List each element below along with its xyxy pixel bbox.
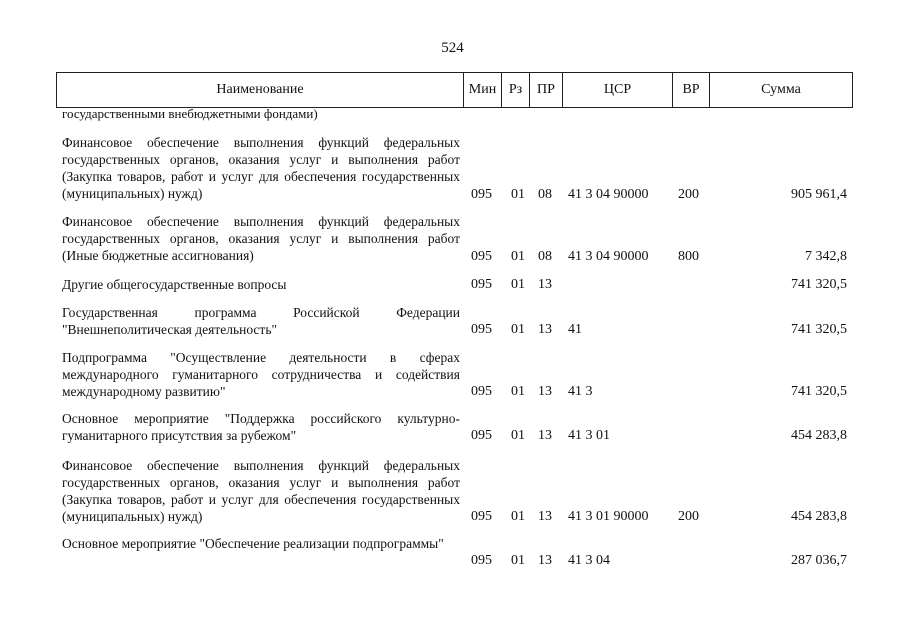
table-row: [62, 457, 847, 525]
header-rz: Рз: [502, 73, 530, 107]
row-pr: 08: [538, 249, 552, 264]
row-rz: 01: [511, 509, 525, 524]
row-min: 095: [471, 249, 492, 264]
row-name: Финансовое обеспечение выполнения функций федеральных государственных органов, оказания услуг и выполнения работ (Закупка товаров, работ и услуг для обеспечения государственных (муниципальных) нужд): [62, 135, 460, 201]
table-row: [62, 304, 847, 338]
row-min: 095: [471, 553, 492, 568]
row-name: Основное мероприятие "Обеспечение реализации подпрограммы": [62, 536, 444, 551]
row-pr: 08: [538, 187, 552, 202]
row-pr: 13: [538, 509, 552, 524]
row-rz: 01: [511, 277, 525, 292]
row-rz: 01: [511, 249, 525, 264]
row-sum: 741 320,5: [791, 322, 847, 337]
table-row: [62, 410, 847, 444]
row-name: Финансовое обеспечение выполнения функций федеральных государственных органов, оказания услуг и выполнения работ (Иные бюджетные ассигнования): [62, 214, 460, 263]
table-row: [62, 535, 847, 569]
row-rz: 01: [511, 187, 525, 202]
row-vr: 800: [678, 249, 699, 264]
row-sum: 741 320,5: [791, 277, 847, 292]
table-row: [62, 276, 847, 293]
header-name: Наименование: [57, 73, 464, 107]
header-sum: Сумма: [761, 82, 801, 97]
row-rz: 01: [511, 322, 525, 337]
row-name: Другие общегосударственные вопросы: [62, 277, 287, 292]
row-name: Подпрограмма "Осуществление деятельности в сферах международного гуманитарного сотрудничества и содействия международному развитию": [62, 350, 460, 399]
row-rz: 01: [511, 384, 525, 399]
row-min: 095: [471, 384, 492, 399]
row-csr: 41 3 04 90000: [568, 187, 649, 202]
row-sum: 287 036,7: [791, 553, 847, 568]
header-min: Мин: [464, 73, 502, 107]
row-csr: 41 3 04 90000: [568, 249, 649, 264]
row-sum: 7 342,8: [805, 249, 847, 264]
row-sum: 905 961,4: [791, 187, 847, 202]
row-rz: 01: [511, 428, 525, 443]
table-row: [62, 134, 847, 203]
continuation-text: государственными внебюджетными фондами): [62, 106, 318, 121]
row-pr: 13: [538, 322, 552, 337]
row-vr: 200: [678, 509, 699, 524]
header-csr: ЦСР: [563, 73, 673, 107]
table-row: [62, 349, 847, 400]
row-min: 095: [471, 509, 492, 524]
row-pr: 13: [538, 553, 552, 568]
header-vr: ВР: [673, 73, 710, 107]
page-number: 524: [441, 40, 464, 56]
row-rz: 01: [511, 553, 525, 568]
row-sum: 454 283,8: [791, 509, 847, 524]
row-min: 095: [471, 277, 492, 292]
row-pr: 13: [538, 428, 552, 443]
row-csr: 41 3: [568, 384, 593, 399]
header-pr: ПР: [530, 73, 563, 107]
row-min: 095: [471, 322, 492, 337]
row-csr: 41 3 04: [568, 553, 610, 568]
row-csr: 41 3 01: [568, 428, 610, 443]
row-name: Основное мероприятие "Поддержка российского культурно-гуманитарного присутствия за рубежом": [62, 411, 460, 443]
row-min: 095: [471, 428, 492, 443]
row-sum: 454 283,8: [791, 428, 847, 443]
row-csr: 41 3 01 90000: [568, 509, 649, 524]
row-sum: 741 320,5: [791, 384, 847, 399]
row-pr: 13: [538, 384, 552, 399]
row-pr: 13: [538, 277, 552, 292]
row-min: 095: [471, 187, 492, 202]
table-row: [62, 213, 847, 265]
row-name: Государственная программа Российской Федерации "Внешнеполитическая деятельность": [62, 305, 460, 337]
table-header: [56, 72, 853, 108]
row-name: Финансовое обеспечение выполнения функций федеральных государственных органов, оказания услуг и выполнения работ (Закупка товаров, работ и услуг для обеспечения государственных (муниципальных) нужд): [62, 458, 460, 524]
row-vr: 200: [678, 187, 699, 202]
row-csr: 41: [568, 322, 582, 337]
